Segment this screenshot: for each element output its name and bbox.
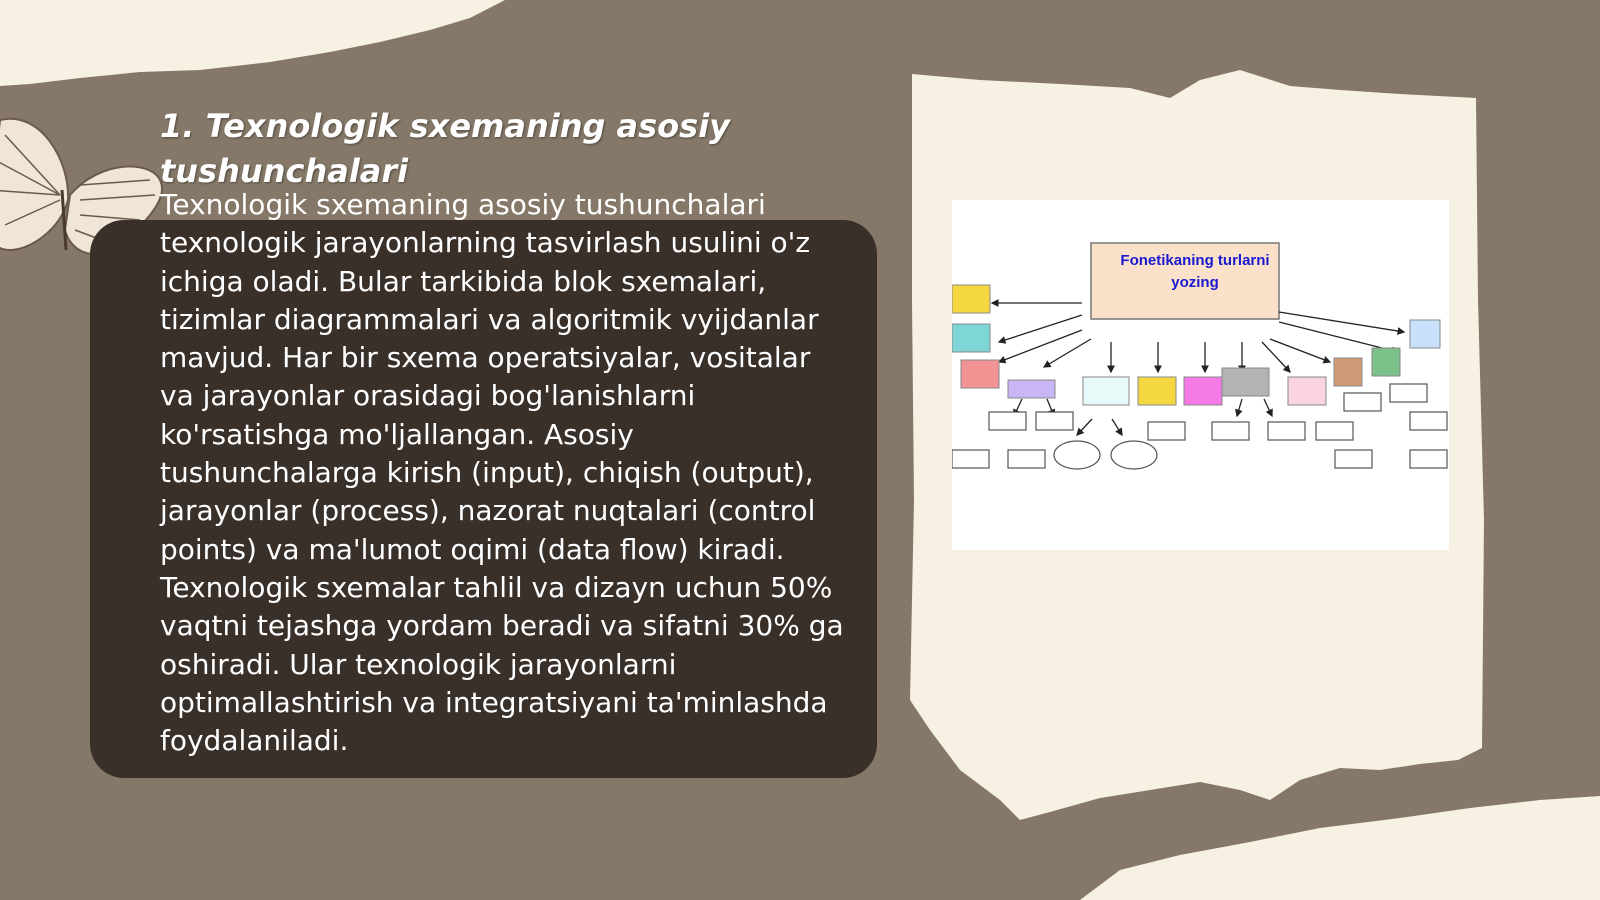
diagram-node bbox=[952, 285, 990, 313]
diagram-root-label: Fonetikaning turlarni yozing bbox=[1120, 252, 1270, 291]
diagram-node bbox=[1222, 368, 1269, 396]
torn-paper-top-left bbox=[0, 0, 505, 86]
slide-body-text: Texnologik sxemaning asosiy tushunchalari texnologik jarayonlarning tasvirlash usulini o'z ichiga oladi. Bular tarkibida blok sxemalari, tizimlar diagrammalari va algoritmik vyijdanlar mavjud. Har bir sxema operatsiyalar, vositalar va jarayonlar orasidagi bog'lanishlarni ko'rsatishga mo'ljallangan. Asosiy tushunchalarga kirish (input), chiqish (output), jarayonlar (process), nazorat nuqtalari (control points) va ma'lumot oqimi (data flow) kiradi. Texnologik sxemalar tahlil va dizayn uchun 50% vaqtni tejashga yordam beradi va sifatni 30% ga oshiradi. Ular texnologik jarayonlarni optimallashtirish va integratsiyani ta'minlashda foydalaniladi. bbox=[160, 188, 844, 758]
diagram-node bbox=[1138, 377, 1176, 405]
diagram-node bbox=[1372, 348, 1400, 376]
torn-paper-bottom-right bbox=[1080, 796, 1600, 900]
diagram-node bbox=[1008, 380, 1055, 398]
slide-title: 1. Texnologik sxemaning asosiy tushunchalari bbox=[160, 107, 731, 190]
diagram-node bbox=[961, 360, 999, 388]
diagram-node bbox=[1410, 320, 1440, 348]
diagram-node bbox=[1184, 377, 1222, 405]
diagram-node bbox=[1083, 377, 1129, 405]
diagram-node bbox=[952, 324, 990, 352]
diagram-node bbox=[1334, 358, 1362, 386]
diagram-node bbox=[1288, 377, 1326, 405]
